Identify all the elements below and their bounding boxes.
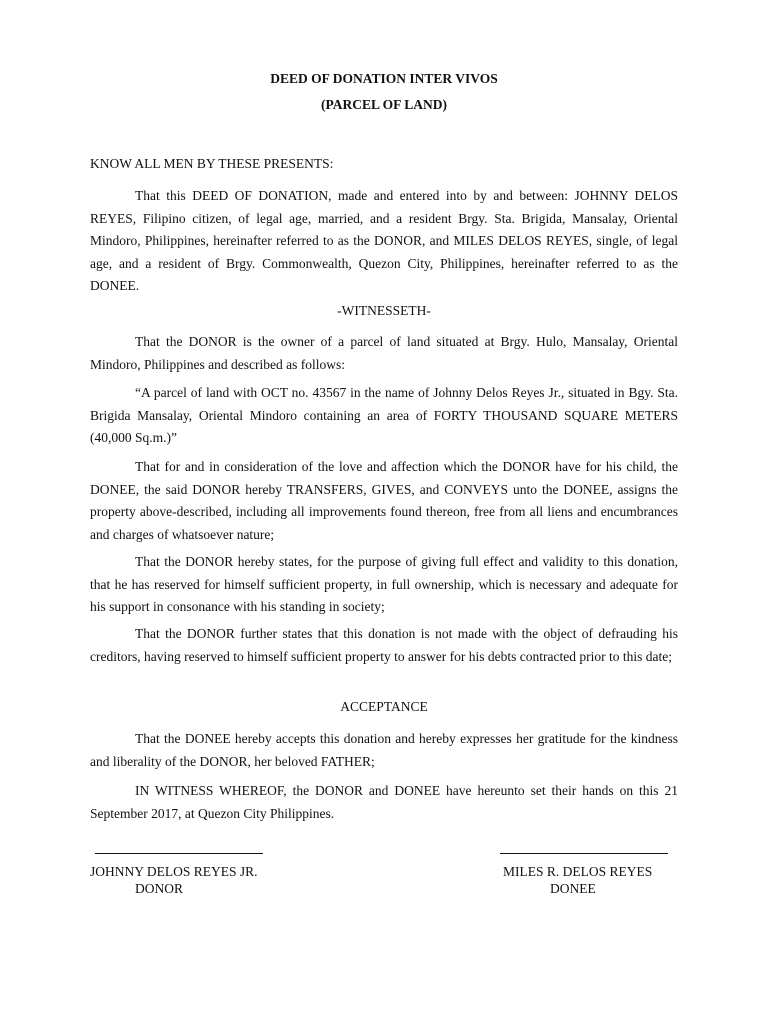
document-title: DEED OF DONATION INTER VIVOS — [270, 71, 498, 86]
consideration-paragraph: That for and in consideration of the love and affection which the DONOR have for his child, the DONEE, the said DONOR hereby TRANSFERS, GIVES, and CONVEYS unto the DONEE, assigns the property above-described, including all improvements found thereon, free from all liens and encumbrances and charges of whatsoever nature; — [90, 459, 678, 542]
land-description: “A parcel of land with OCT no. 43567 in the name of Johnny Delos Reyes Jr., situated in Bgy. Sta. Brigida Mansalay, Oriental Mindoro containing an area of FORTY THOUSAND SQUARE METERS (40,000 Sq.m.)” — [90, 385, 678, 445]
creditors-paragraph: That the DONOR further states that this donation is not made with the object of defrauding his creditors, having reserved to himself sufficient property to answer for his debts contracted prior to this date; — [90, 626, 678, 664]
greeting: KNOW ALL MEN BY THESE PRESENTS: — [90, 156, 334, 171]
intro-paragraph: That this DEED OF DONATION, made and entered into by and between: JOHNNY DELOS REYES, Filipino citizen, of legal age, married, and a resident Brgy. Sta. Brigida, Mansalay, Oriental Mindoro, Philippines, hereinafter referred to as the DONOR, and MILES DELOS REYES, single, of legal age, and a resident of Brgy. Commonwealth, Quezon City, Philippines, hereinafter referred to as the DONEE. — [90, 188, 678, 293]
donor-name: JOHNNY DELOS REYES JR. — [90, 864, 258, 879]
acceptance-paragraph: That the DONEE hereby accepts this donation and hereby expresses her gratitude for the kindness and liberality of the DONOR, her beloved FATHER; — [90, 731, 678, 769]
donee-name: MILES R. DELOS REYES — [503, 864, 653, 879]
ownership-paragraph: That the DONOR is the owner of a parcel of land situated at Brgy. Hulo, Mansalay, Oriental Mindoro, Philippines and described as follows: — [90, 334, 678, 372]
donee-role: DONEE — [550, 881, 596, 896]
document-subtitle: (PARCEL OF LAND) — [321, 97, 447, 112]
witnesseth-heading: -WITNESSETH- — [337, 303, 431, 318]
reservation-paragraph: That the DONOR hereby states, for the purpose of giving full effect and validity to this donation, that he has reserved for himself sufficient property, in full ownership, which is necessary and adequate for his support in consonance with his standing in society; — [90, 554, 678, 614]
witness-whereof-paragraph: IN WITNESS WHEREOF, the DONOR and DONEE have hereunto set their hands on this 21 September 2017, at Quezon City Philippines. — [90, 783, 678, 821]
donor-role: DONOR — [135, 881, 184, 896]
donor-signature-line — [95, 853, 263, 854]
acceptance-heading: ACCEPTANCE — [340, 699, 428, 714]
donee-signature-line — [500, 853, 668, 854]
